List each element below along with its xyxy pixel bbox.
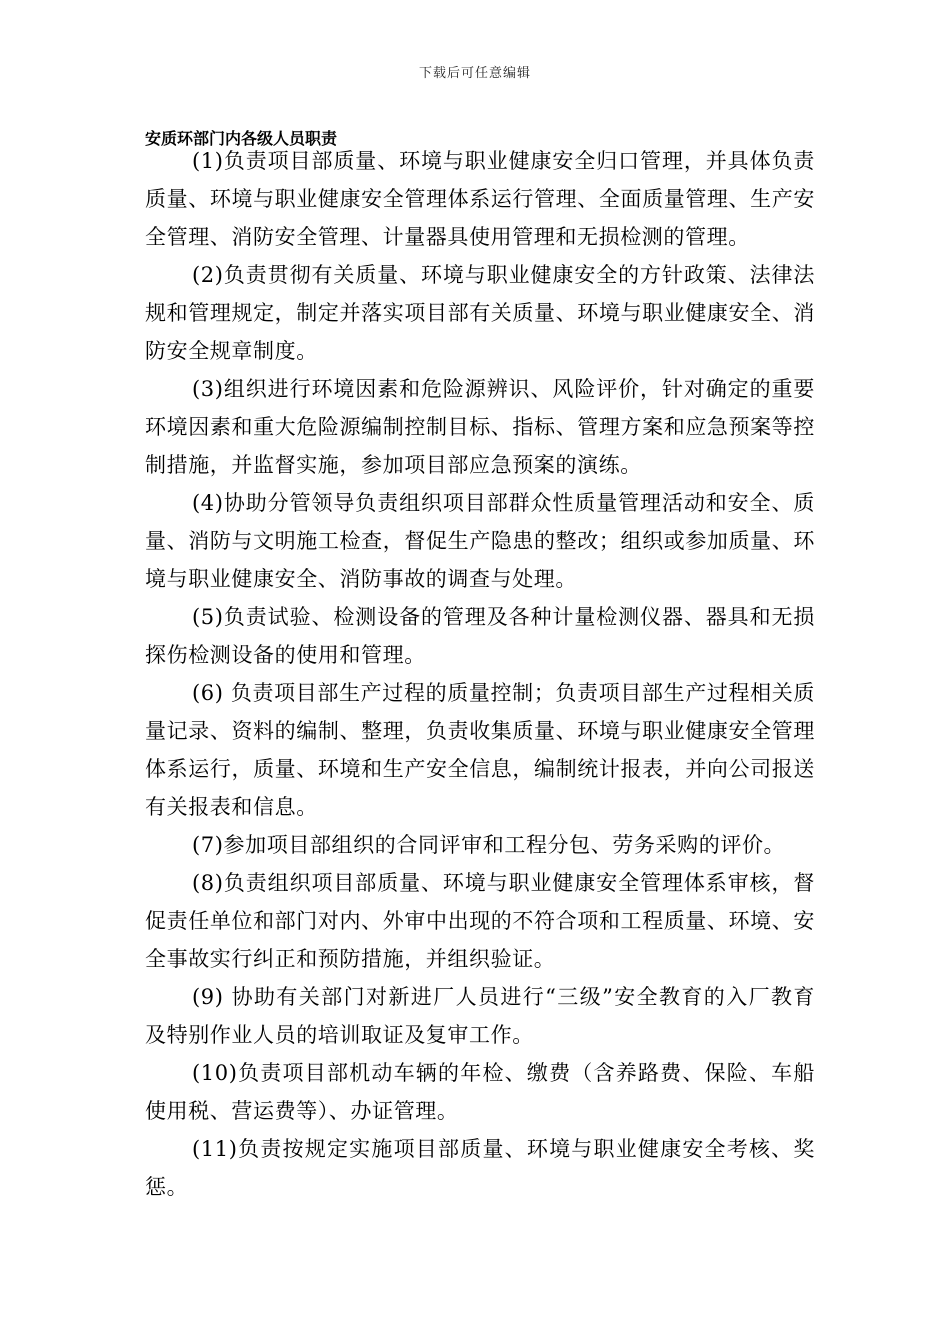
duty-item-2: (2)负责贯彻有关质量、环境与职业健康安全的方针政策、法律法规和管理规定，制定并落实项目部有关质量、环境与职业健康安全、消防安全规章制度。 [145, 263, 815, 363]
duty-item-6: (6) 负责项目部生产过程的质量控制；负责项目部生产过程相关质量记录、资料的编制、整理，负责收集质量、环境与职业健康安全管理体系运行，质量、环境和生产安全信息，编制统计报表，并向公司报送有关报表和信息。 [145, 681, 815, 819]
document-title: 安质环部门内各级人员职责 [145, 129, 338, 148]
duty-item-3: (3)组织进行环境因素和危险源辨识、风险评价，针对确定的重要环境因素和重大危险源编制控制目标、指标、管理方案和应急预案等控制措施，并监督实施，参加项目部应急预案的演练。 [145, 377, 815, 477]
page-header: 下载后可任意编辑 [418, 66, 531, 81]
duty-item-1: (1)负责项目部质量、环境与职业健康安全归口管理，并具体负责质量、环境与职业健康安全管理体系运行管理、全面质量管理、生产安全管理、消防安全管理、计量器具使用管理和无损检测的管理。 [145, 149, 815, 249]
duty-item-5: (5)负责试验、检测设备的管理及各种计量检测仪器、器具和无损探伤检测设备的使用和管理。 [145, 605, 815, 667]
duty-item-11: (11)负责按规定实施项目部质量、环境与职业健康安全考核、奖惩。 [145, 1137, 815, 1199]
duty-item-10: (10)负责项目部机动车辆的年检、缴费（含养路费、保险、车船使用税、营运费等）、办证管理。 [145, 1061, 815, 1123]
duty-item-9: (9) 协助有关部门对新进厂人员进行“三级”安全教育的入厂教育及特别作业人员的培训取证及复审工作。 [145, 985, 815, 1047]
duty-item-7: (7)参加项目部组织的合同评审和工程分包、劳务采购的评价。 [192, 833, 786, 857]
duty-item-4: (4)协助分管领导负责组织项目部群众性质量管理活动和安全、质量、消防与文明施工检查，督促生产隐患的整改；组织或参加质量、环境与职业健康安全、消防事故的调查与处理。 [145, 491, 815, 591]
duty-item-8: (8)负责组织项目部质量、环境与职业健康安全管理体系审核，督促责任单位和部门对内、外审中出现的不符合项和工程质量、环境、安全事故实行纠正和预防措施，并组织验证。 [145, 871, 815, 971]
document-body [145, 142, 815, 1206]
